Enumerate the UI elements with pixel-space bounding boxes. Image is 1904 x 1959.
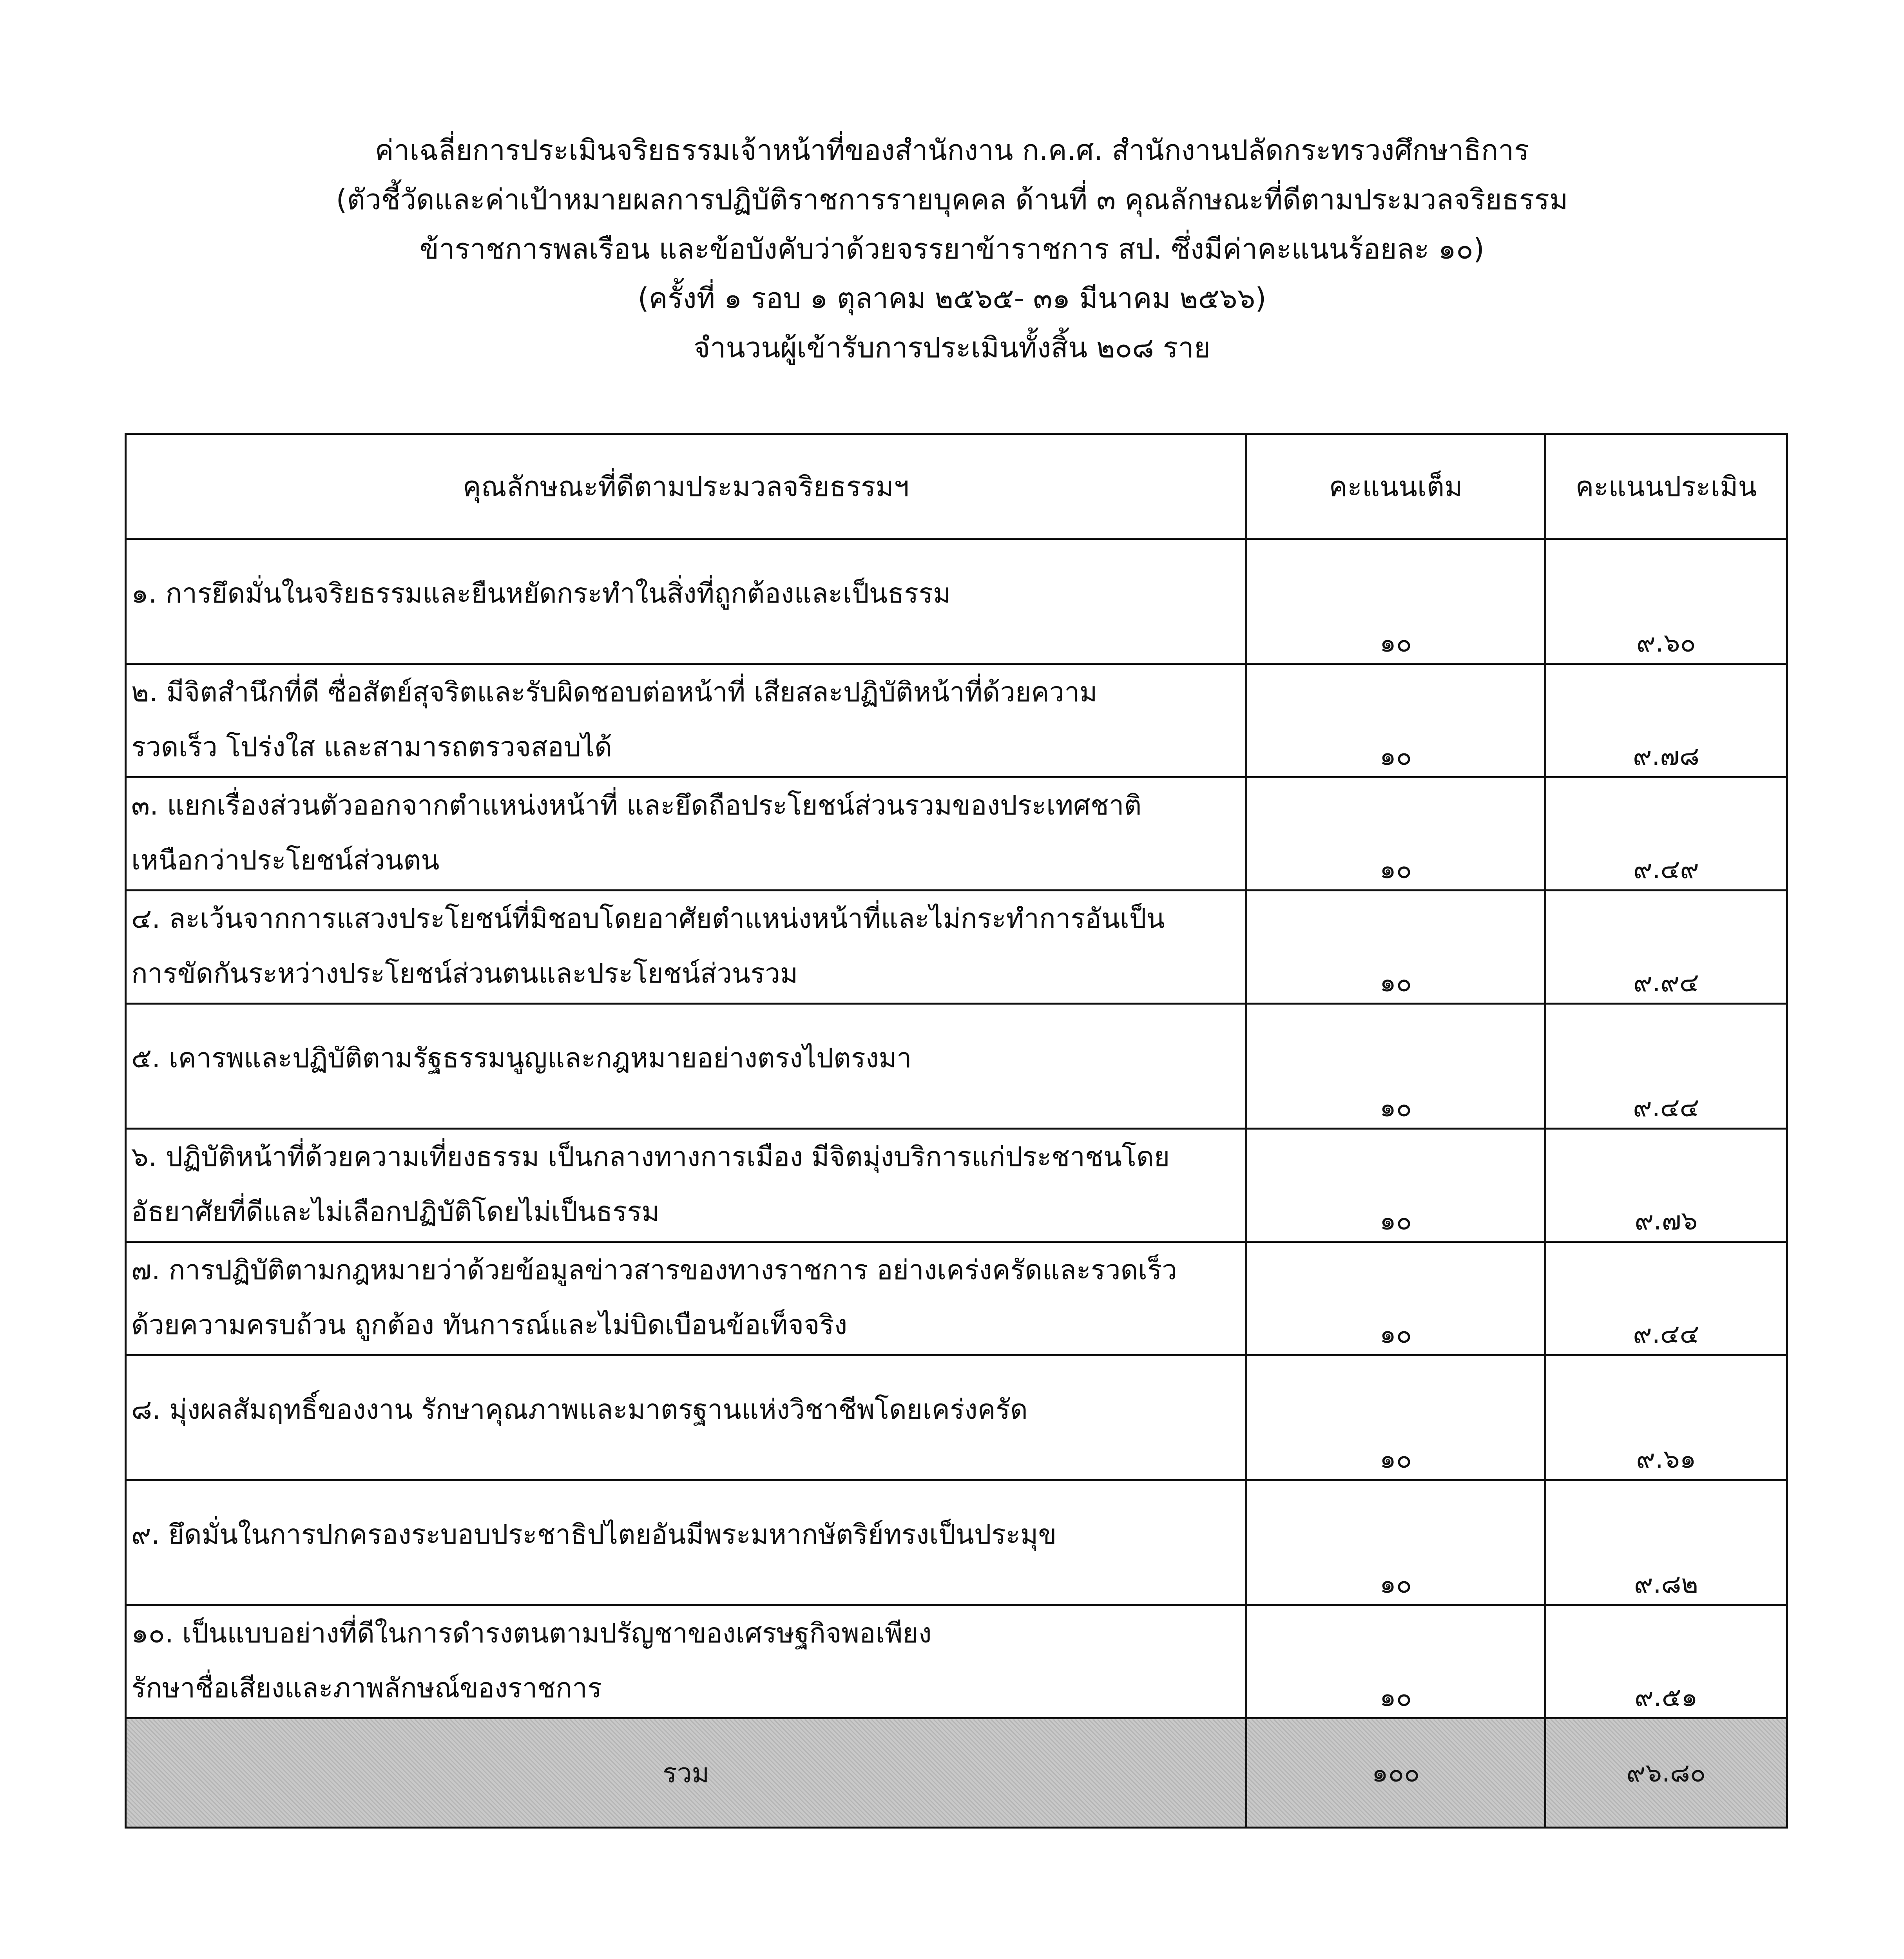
criteria-cell: ๕. เคารพและปฏิบัติตามรัฐธรรมนูญและกฎหมายอย่างตรงไปตรงมา (126, 1004, 1246, 1129)
criteria-cell: ๗. การปฏิบัติตามกฎหมายว่าด้วยข้อมูลข่าวสารของทางราชการ อย่างเคร่งครัดและรวดเร็ว ด้วยความครบถ้วน ถูกต้อง ทันการณ์และไม่บิดเบือนข้อเท็จจริง (126, 1242, 1246, 1355)
criteria-cell: ๑๐. เป็นแบบอย่างที่ดีในการดำรงตนตามปรัญชาของเศรษฐกิจพอเพียง รักษาชื่อเสียงและภาพลักษณ์ของราชการ (126, 1605, 1246, 1718)
header-criteria: คุณลักษณะที่ดีตามประมวลจริยธรรมฯ (126, 434, 1246, 539)
heading-subtitle-2: ข้าราชการพลเรือน และข้อบังคับว่าด้วยจรรยาข้าราชการ สป. ซึ่งมีค่าคะแนนร้อยละ ๑๐) (419, 232, 1485, 265)
criteria-cell: ๘. มุ่งผลสัมฤทธิ์ของงาน รักษาคุณภาพและมาตรฐานแห่งวิชาชีพโดยเคร่งครัด (126, 1355, 1246, 1480)
table-header-row (126, 434, 1787, 539)
table-row (126, 1605, 1787, 1718)
table-row (126, 1242, 1787, 1355)
assessed-score-cell: ๙.๙๔ (1545, 891, 1787, 1004)
full-score-cell: ๑๐ (1246, 891, 1545, 1004)
header-full-score: คะแนนเต็ม (1246, 434, 1545, 539)
criteria-cell: ๑. การยึดมั่นในจริยธรรมและยืนหยัดกระทำในสิ่งที่ถูกต้องและเป็นธรรม (126, 539, 1246, 664)
table-row (126, 1355, 1787, 1480)
assessed-score-cell: ๙.๔๔ (1545, 1242, 1787, 1355)
criteria-cell: ๓. แยกเรื่องส่วนตัวออกจากตำแหน่งหน้าที่ และยึดถือประโยชน์ส่วนรวมของประเทศชาติ เหนือกว่าประโยชน์ส่วนตน (126, 777, 1246, 891)
assessed-score-cell: ๙.๖๑ (1545, 1355, 1787, 1480)
table-row (126, 539, 1787, 664)
table-row (126, 1129, 1787, 1242)
assessed-score-cell: ๙.๔๙ (1545, 777, 1787, 891)
full-score-cell: ๑๐ (1246, 1355, 1545, 1480)
table-row (126, 891, 1787, 1004)
total-full-score: ๑๐๐ (1246, 1718, 1545, 1828)
heading-subtitle-1: (ตัวชี้วัดและค่าเป้าหมายผลการปฏิบัติราชการรายบุคคล ด้านที่ ๓ คุณลักษณะที่ดีตามประมวลจริยธรรม (336, 183, 1568, 216)
criteria-cell: ๙. ยึดมั่นในการปกครองระบอบประชาธิปไตยอันมีพระมหากษัตริย์ทรงเป็นประมุข (126, 1480, 1246, 1605)
ethics-score-table (125, 433, 1788, 1829)
full-score-cell: ๑๐ (1246, 664, 1545, 777)
full-score-cell: ๑๐ (1246, 539, 1545, 664)
heading-participant-count: จำนวนผู้เข้ารับการประเมินทั้งสิ้น ๒๐๘ ราย (693, 331, 1211, 364)
heading-title: ค่าเฉลี่ยการประเมินจริยธรรมเจ้าหน้าที่ของสำนักงาน ก.ค.ศ. สำนักงานปลัดกระทรวงศึกษาธิการ (375, 134, 1529, 167)
assessed-score-cell: ๙.๗๖ (1545, 1129, 1787, 1242)
assessed-score-cell: ๙.๖๐ (1545, 539, 1787, 664)
assessed-score-cell: ๙.๕๑ (1545, 1605, 1787, 1718)
full-score-cell: ๑๐ (1246, 1129, 1545, 1242)
document-heading (0, 125, 1904, 372)
assessed-score-cell: ๙.๘๒ (1545, 1480, 1787, 1605)
full-score-cell: ๑๐ (1246, 777, 1545, 891)
table-row (126, 777, 1787, 891)
assessed-score-cell: ๙.๔๔ (1545, 1004, 1787, 1129)
table-row (126, 1004, 1787, 1129)
criteria-cell: ๔. ละเว้นจากการแสวงประโยชน์ที่มิชอบโดยอาศัยตำแหน่งหน้าที่และไม่กระทำการอันเป็น การขัดกันระหว่างประโยชน์ส่วนตนและประโยชน์ส่วนรวม (126, 891, 1246, 1004)
full-score-cell: ๑๐ (1246, 1480, 1545, 1605)
total-assessed-score: ๙๖.๘๐ (1545, 1718, 1787, 1828)
criteria-cell: ๒. มีจิตสำนึกที่ดี ซื่อสัตย์สุจริตและรับผิดชอบต่อหน้าที่ เสียสละปฏิบัติหน้าที่ด้วยความ รวดเร็ว โปร่งใส และสามารถตรวจสอบได้ (126, 664, 1246, 777)
full-score-cell: ๑๐ (1246, 1242, 1545, 1355)
criteria-cell: ๖. ปฏิบัติหน้าที่ด้วยความเที่ยงธรรม เป็นกลางทางการเมือง มีจิตมุ่งบริการแก่ประชาชนโดย อัธยาศัยที่ดีและไม่เลือกปฏิบัติโดยไม่เป็นธรรม (126, 1129, 1246, 1242)
header-assessed-score: คะแนนประเมิน (1545, 434, 1787, 539)
table-row (126, 1480, 1787, 1605)
assessed-score-cell: ๙.๗๘ (1545, 664, 1787, 777)
full-score-cell: ๑๐ (1246, 1605, 1545, 1718)
total-label: รวม (126, 1718, 1246, 1828)
table-row (126, 664, 1787, 777)
full-score-cell: ๑๐ (1246, 1004, 1545, 1129)
total-row (126, 1718, 1787, 1828)
heading-period: (ครั้งที่ ๑ รอบ ๑ ตุลาคม ๒๕๖๕- ๓๑ มีนาคม ๒๕๖๖) (638, 282, 1266, 315)
